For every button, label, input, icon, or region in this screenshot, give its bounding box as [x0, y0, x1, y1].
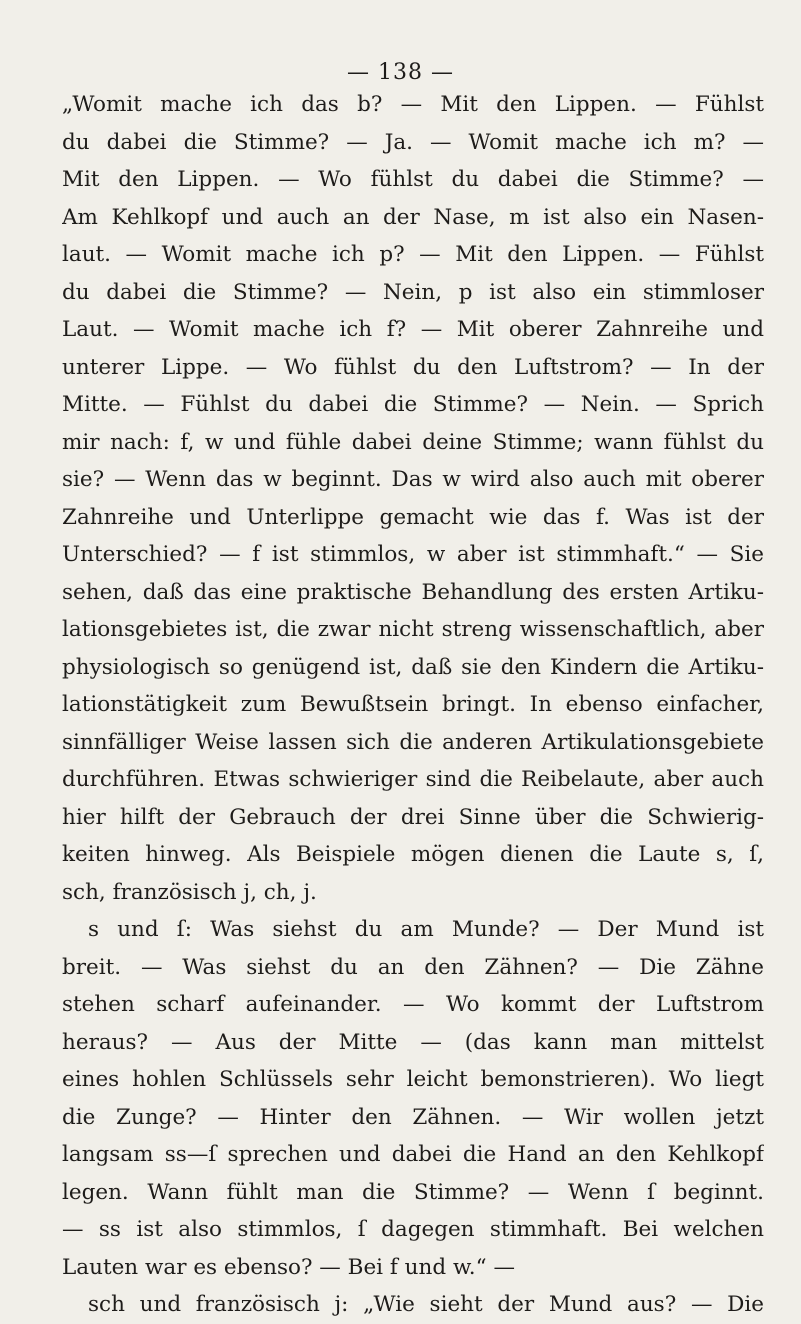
text-line: sie? — Wenn das w beginnt. Das w wird also auch mit oberer: [62, 467, 764, 492]
text-line: die Zunge? — Hinter den Zähnen. — Wir wollen jetzt: [62, 1104, 764, 1130]
text-line: lationsgebietes ist, die zwar nicht streng wissenschaftlich, aber: [62, 617, 764, 642]
text-line: s und ſ: Was siehst du am Munde? — Der Mund ist: [88, 917, 764, 942]
text-line: Am Kehlkopf und auch an der Nase, m ist also ein Nasen-: [62, 204, 764, 230]
text-line: mir nach: f, w und fühle dabei deine Stimme; wann fühlst du: [62, 429, 764, 455]
text-line: Lauten war es ebenso? — Bei f und w.“ —: [62, 1254, 515, 1280]
text-line: sehen, daß das eine praktische Behandlung des ersten Artiku-: [62, 579, 764, 605]
text-line: hier hilft der Gebrauch der drei Sinne über die Schwierig-: [62, 804, 764, 830]
text-line: langsam ss—ſ sprechen und dabei die Hand an den Kehlkopf: [62, 1142, 764, 1167]
text-line: „Womit mache ich das b? — Mit den Lippen. — Fühlst: [62, 92, 764, 117]
text-line: lationstätigkeit zum Bewußtsein bringt. In ebenso einfacher,: [62, 692, 764, 717]
text-line: durchführen. Etwas schwieriger sind die Reibelaute, aber auch: [62, 767, 764, 792]
text-line: laut. — Womit mache ich p? — Mit den Lippen. — Fühlst: [62, 242, 764, 267]
text-line: eines hohlen Schlüssels sehr leicht bemonstrieren). Wo liegt: [62, 1067, 764, 1092]
text-line: keiten hinweg. Als Beispiele mögen dienen die Laute s, ſ,: [62, 842, 764, 867]
text-line: Unterschied? — f ist stimmlos, w aber ist stimmhaft.“ — Sie: [62, 542, 764, 567]
text-line: Laut. — Womit mache ich f? — Mit oberer Zahnreihe und: [62, 317, 764, 342]
text-line: unterer Lippe. — Wo fühlst du den Luftstrom? — In der: [62, 354, 764, 380]
page-number: — 138 —: [347, 60, 454, 85]
text-line: heraus? — Aus der Mitte — (das kann man mittelst: [62, 1029, 764, 1055]
text-line: legen. Wann fühlt man die Stimme? — Wenn ſ beginnt.: [62, 1179, 764, 1205]
text-line: Mit den Lippen. — Wo fühlst du dabei die Stimme? —: [62, 167, 764, 192]
text-line: — ss ist also stimmlos, ſ dagegen stimmhaft. Bei welchen: [62, 1217, 764, 1242]
text-line: du dabei die Stimme? — Nein, p ist also ein stimmloser: [62, 279, 764, 305]
text-line: sch und französisch j: „Wie sieht der Mund aus? — Die: [88, 1292, 764, 1317]
text-line: physiologisch so genügend ist, daß sie den Kindern die Artiku-: [62, 654, 764, 680]
body-text: [62, 86, 764, 1324]
text-line: sch, französisch j, ch, j.: [62, 879, 317, 905]
text-line: sinnfälliger Weise lassen sich die anderen Artikulationsgebiete: [62, 729, 764, 755]
text-line: du dabei die Stimme? — Ja. — Womit mache ich m? —: [62, 129, 764, 155]
text-line: Zahnreihe und Unterlippe gemacht wie das f. Was ist der: [62, 504, 764, 530]
text-line: breit. — Was siehst du an den Zähnen? — Die Zähne: [62, 954, 764, 980]
text-line: stehen scharf aufeinander. — Wo kommt der Luftstrom: [62, 992, 764, 1017]
text-line: Mitte. — Fühlst du dabei die Stimme? — Nein. — Sprich: [62, 392, 764, 417]
